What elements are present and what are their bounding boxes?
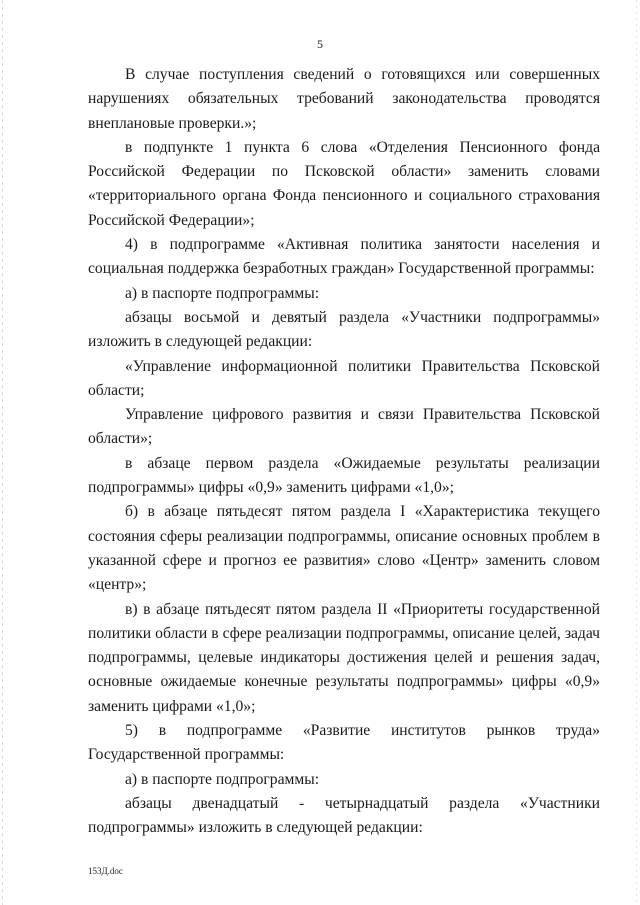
document-body: [88, 63, 600, 841]
page-number: 5: [317, 37, 323, 51]
paragraph-4: а) в паспорте подпрограммы:: [125, 284, 320, 302]
paragraph-5: абзацы восьмой и девятый раздела «Участники подпрограммы» изложить в следующей редакции:: [88, 308, 600, 351]
paragraph-7: Управление цифрового развития и связи Правительства Псковской области»;: [88, 406, 600, 448]
paragraph-1: В случае поступления сведений о готовящихся или совершенных нарушениях обязательных требований законодательства проводятся внеплановые проверки.»;: [88, 66, 600, 132]
paragraph-9: б) в абзаце пятьдесят пятом раздела I «Характеристика текущего состояния сферы реализации подпрограммы, описание основных проблем в указанной сфере и прогноз ее развития» слово «Центр» заменить словом «центр»;: [88, 503, 600, 594]
file-name-footer: 153Д.doc: [88, 866, 123, 876]
paragraph-3: 4) в подпрограмме «Активная политика занятости населения и социальная поддержка безработных граждан» Государственной программы:: [88, 236, 600, 278]
paragraph-8: в абзаце первом раздела «Ожидаемые результаты реализации подпрограммы» цифры «0,9» заменить цифрами «1,0»;: [88, 454, 600, 497]
scan-edge-left: [2, 0, 3, 905]
paragraph-11: 5) в подпрограмме «Развитие институтов рынков труда» Государственной программы:: [88, 722, 600, 764]
paragraph-6: «Управление информационной политики Правительства Псковской области;: [88, 357, 600, 399]
paragraph-12: а) в паспорте подпрограммы:: [125, 770, 320, 788]
paragraph-10: в) в абзаце пятьдесят пятом раздела II «Приоритеты государственной политики области в сфере реализации подпрограммы, описание целей, задач подпрограммы, целевые индикаторы достижения целей и решения задач, основные ожидаемые конечные результаты подпрограммы» цифры «0,9» заменить цифрами «1,0»;: [88, 600, 600, 715]
paragraph-2: в подпункте 1 пункта 6 слова «Отделения Пенсионного фонда Российской Федерации по Псковской области» заменить словами «территориального органа Фонда пенсионного и социального страхования Российской Федерации»;: [88, 138, 600, 229]
paragraph-13: абзацы двенадцатый - четырнадцатый раздела «Участники подпрограммы» изложить в следующей редакции:: [88, 794, 600, 837]
scan-edge-right: [636, 0, 637, 905]
